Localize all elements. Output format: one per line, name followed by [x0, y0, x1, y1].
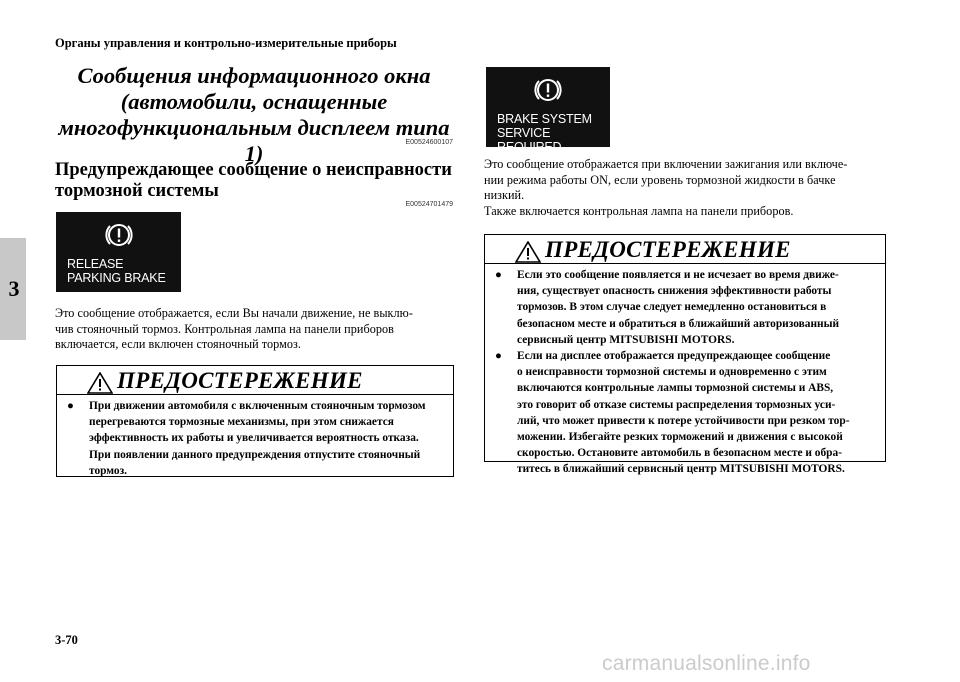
warning-box-brake-system	[484, 234, 886, 476]
paragraph-line: Также включается контрольная лампа на панели приборов.	[484, 203, 794, 218]
warning-box-parking-brake	[56, 365, 454, 477]
exclamation-circle-icon	[533, 75, 563, 105]
warning-item	[495, 267, 875, 348]
warning-line: Если это сообщение появляется и не исчезает во время движе-	[517, 269, 839, 281]
paragraph-line: включается, если включен стояночный тормоз.	[55, 337, 301, 351]
bullet-icon: ●	[495, 269, 502, 281]
warning-title: ПРЕДОСТЕРЕЖЕНИЕ	[117, 368, 363, 393]
section-title-line: Сообщения информационного окна	[77, 63, 431, 88]
display-message-line: BRAKE SYSTEM	[497, 112, 592, 126]
display-message-line: RELEASE	[67, 257, 124, 271]
warning-triangle-icon	[87, 372, 113, 394]
warning-item	[67, 398, 443, 479]
warning-line: включаются контрольные лампы тормозной системы и ABS,	[517, 382, 834, 395]
warning-divider	[57, 394, 453, 395]
paragraph-line: чив стояночный тормоз. Контрольная лампа на панели приборов	[55, 321, 394, 336]
subsection-title-line: Предупреждающее сообщение о неисправности	[55, 160, 452, 180]
page-number: 3-70	[55, 633, 78, 647]
exclamation-circle-icon	[104, 220, 134, 250]
warning-item	[495, 348, 875, 478]
warning-line: Если на дисплее отображается предупреждающее сообщение	[517, 350, 831, 363]
warning-line: перегреваются тормозные механизмы, при этом снижается	[89, 416, 394, 429]
warning-title: ПРЕДОСТЕРЕЖЕНИЕ	[545, 237, 791, 262]
watermark: carmanualsonline.info	[602, 652, 811, 675]
warning-line: можении. Избегайте резких торможений и движения с высокой	[517, 431, 843, 444]
warning-list	[495, 267, 875, 478]
warning-line: это говорит об отказе системы распределения тормозных уси-	[517, 398, 836, 411]
section-title-line: многофункциональным дисплеем типа 1)	[58, 115, 450, 166]
running-header: Органы управления и контрольно-измерительные приборы	[55, 36, 397, 50]
section-code: E00524600107	[405, 139, 453, 146]
section-title	[55, 63, 453, 167]
warning-heading	[515, 237, 791, 263]
display-message	[497, 112, 610, 154]
warning-line: ния, существует опасность снижения эффективности работы	[517, 285, 832, 298]
warning-line: При движении автомобиля с включенным стояночным тормозом	[89, 400, 426, 412]
warning-triangle-icon	[515, 241, 541, 263]
bullet-icon: ●	[495, 350, 502, 363]
warning-line: тормозов. В этом случае следует немедленно остановиться в	[517, 301, 827, 314]
paragraph-line: Это сообщение отображается, если Вы начали движение, не выклю-	[55, 306, 413, 320]
paragraph-line: низкий.	[484, 188, 525, 202]
paragraph-line: Это сообщение отображается при включении зажигания или включе-	[484, 157, 848, 171]
paragraph-parking-brake	[55, 306, 453, 353]
warning-line: скоростью. Остановите автомобиль в безопасном месте и обра-	[517, 447, 843, 460]
display-message-line: PARKING BRAKE	[67, 271, 166, 285]
warning-list	[67, 398, 443, 479]
display-brake-system-service	[486, 67, 610, 154]
warning-line: При появлении данного предупреждения отпустите стояночный	[89, 448, 421, 461]
section-title-line: (автомобили, оснащенные	[120, 89, 388, 114]
warning-line: тормоз.	[89, 464, 128, 477]
warning-line: лий, что может привести к потере устойчивости при резком тор-	[517, 414, 850, 427]
subsection-title	[55, 160, 453, 202]
subsection-title-line: тормозной системы	[55, 181, 219, 201]
warning-line: титесь в ближайший сервисный центр MITSUBISHI MOTORS.	[517, 463, 845, 476]
paragraph-line: нии режима работы ON, если уровень тормозной жидкости в бачке	[484, 172, 836, 187]
warning-line: о неисправности тормозной системы и одновременно с этим	[517, 366, 827, 379]
warning-line: безопасном месте и обратиться в ближайший авторизованный	[517, 317, 840, 330]
warning-divider	[485, 263, 885, 264]
display-release-parking-brake	[56, 212, 181, 292]
chapter-number: 3	[8, 276, 20, 301]
warning-line: эффективность их работы и увеличивается вероятность отказа.	[89, 432, 419, 445]
warning-line: сервисный центр MITSUBISHI MOTORS.	[517, 333, 735, 346]
bullet-icon: ●	[67, 400, 74, 412]
display-message-line: SERVICE REQUIRED	[497, 126, 562, 154]
warning-heading	[87, 368, 363, 394]
display-message	[67, 257, 166, 285]
subsection-code: E00524701479	[405, 201, 453, 208]
paragraph-brake-fluid	[484, 157, 886, 219]
